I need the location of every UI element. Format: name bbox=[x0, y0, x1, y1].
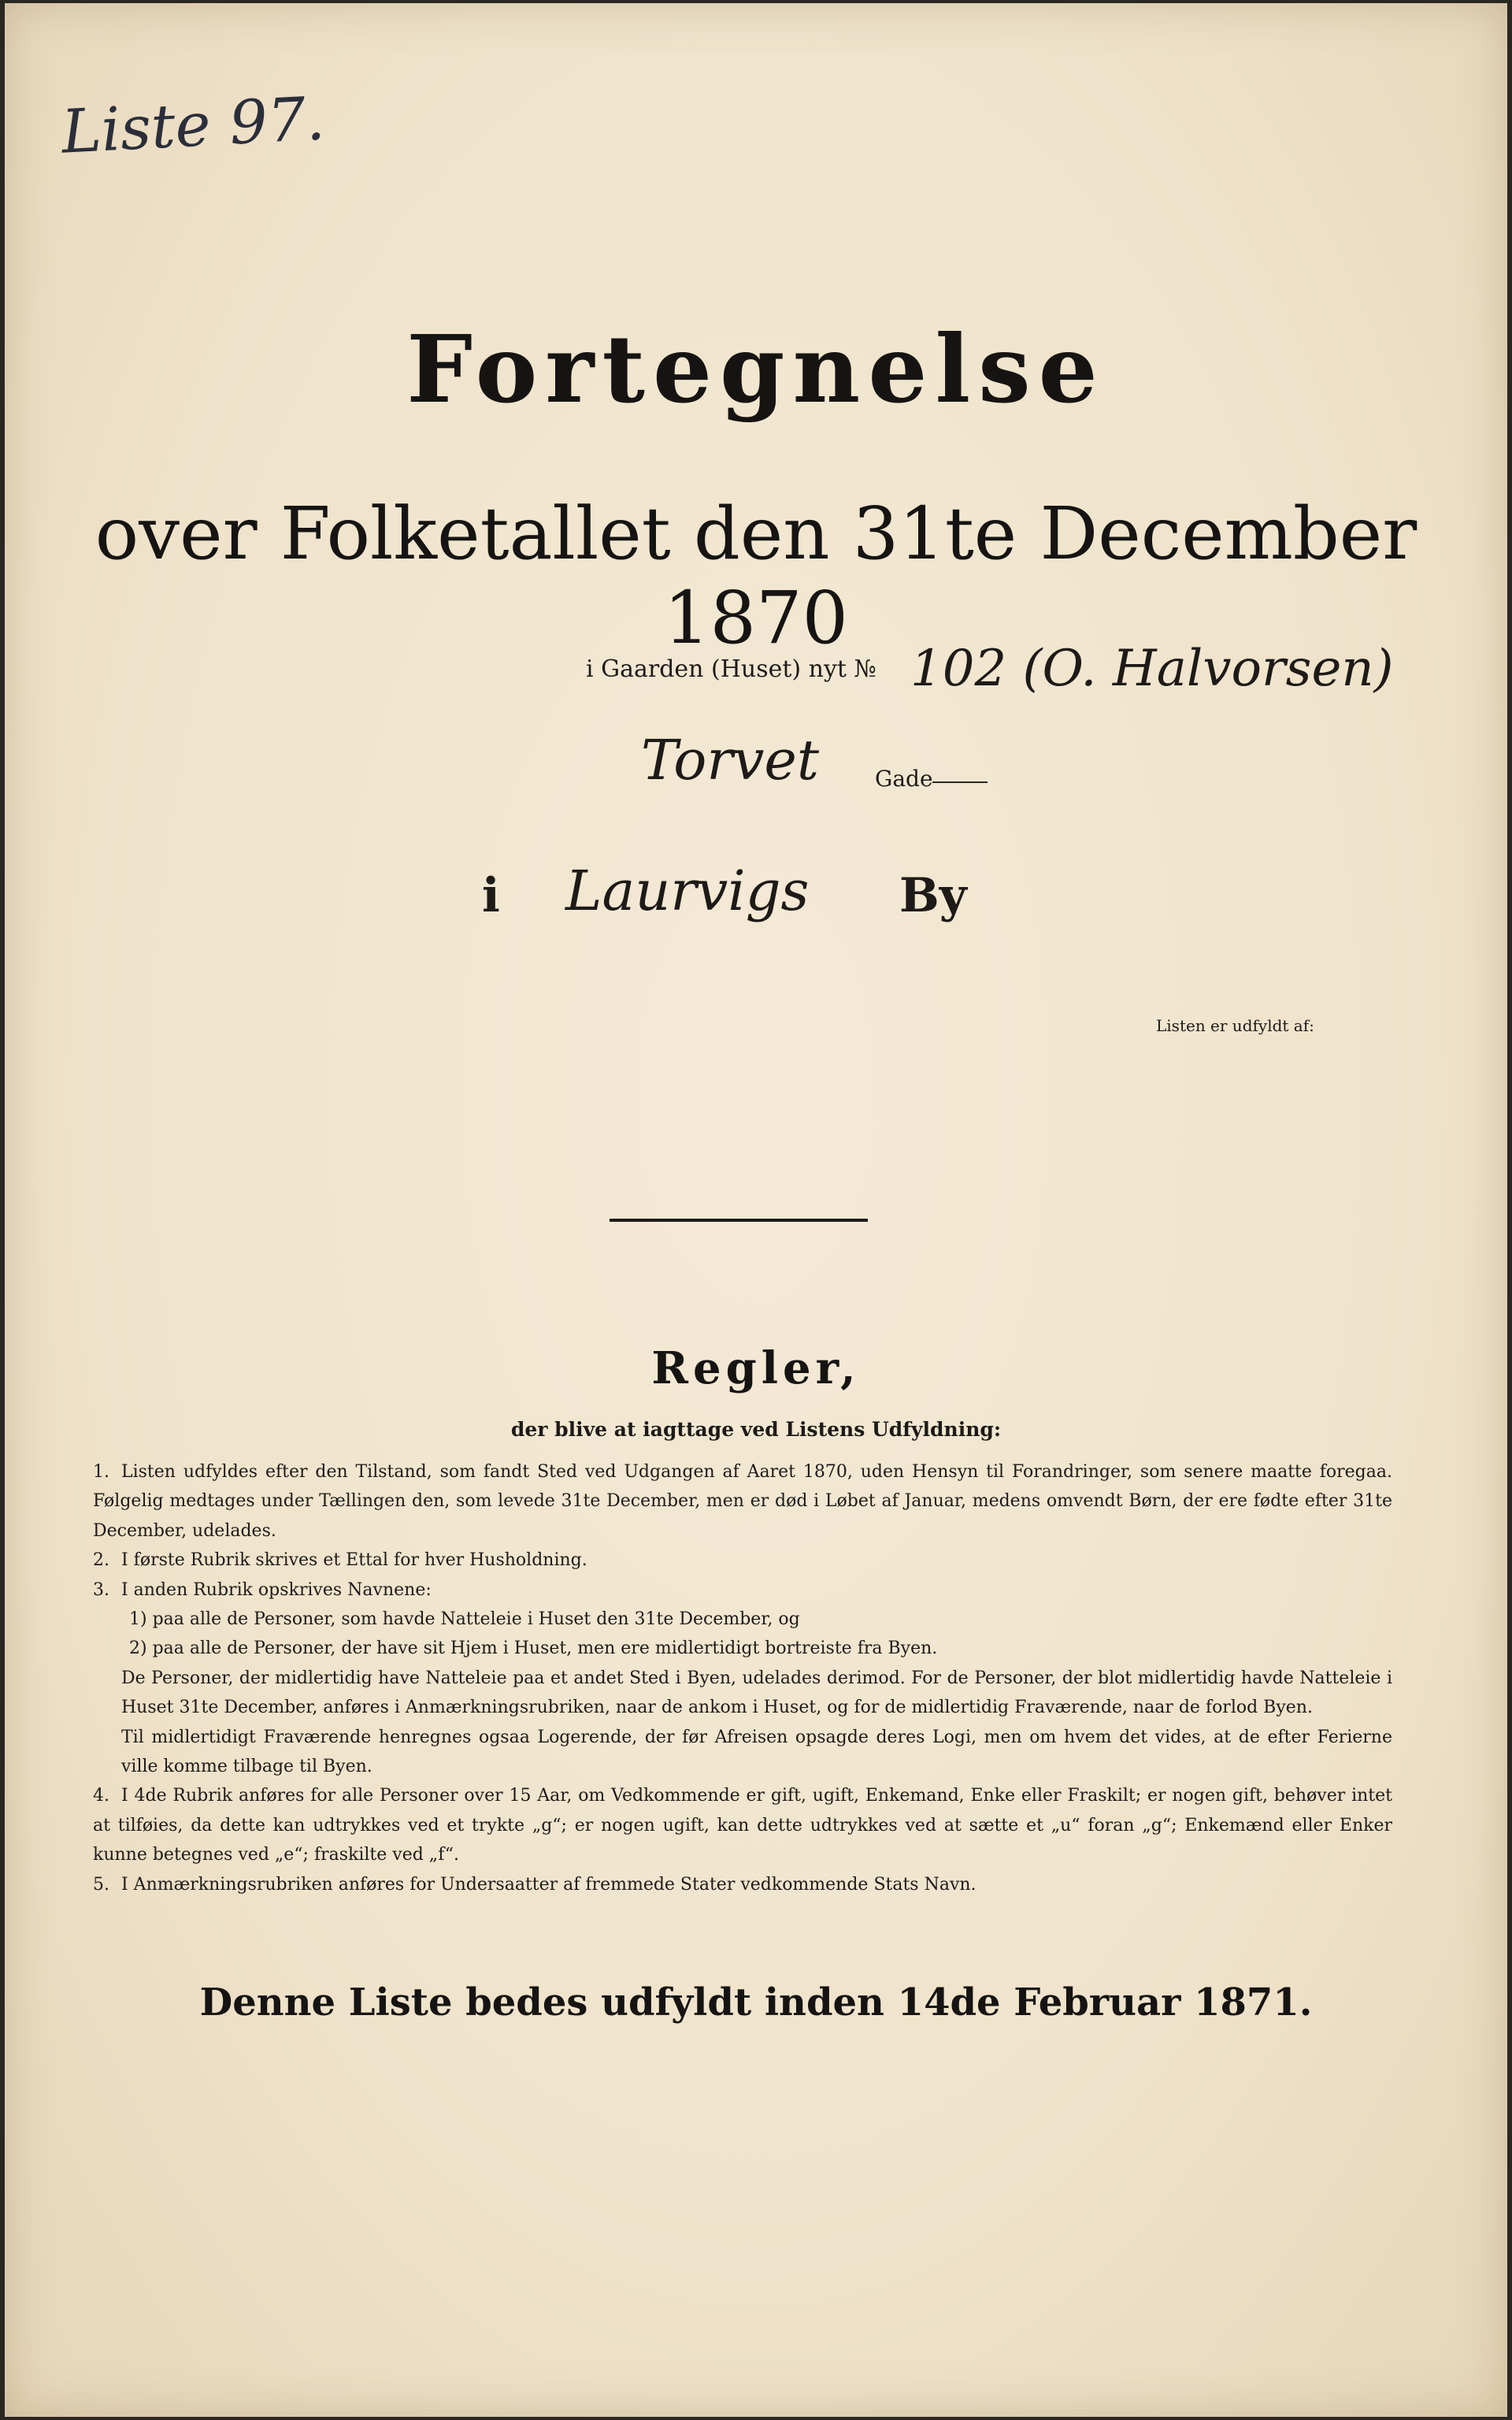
rule-5: 5. I Anmærkningsrubriken anføres for Undersaatter af fremmede Stater vedkommende Stats Navn. bbox=[93, 1874, 976, 1895]
form-subtitle: over Folketallet den 31te December 1870 bbox=[94, 492, 1418, 660]
rule-2: 2. I første Rubrik skrives et Ettal for hver Husholdning. bbox=[93, 1550, 587, 1571]
listen-udfyldt-label: Listen er udfyldt af: bbox=[1156, 1016, 1314, 1035]
gaard-number-field[interactable]: 102 (O. Halvorsen) bbox=[910, 640, 1394, 698]
rule-1: 1. Listen udfyldes efter den Tilstand, som fandt Sted ved Udgangen af Aaret 1870, uden Hensyn til Forandringer, som senere maatte foregaa. Følgelig medtages under Tællingen den, som levede 31te December, men er død i Løbet af Januar, medens omvendt Børn, der ere fødte efter 31te December, udelades. bbox=[93, 1462, 1392, 1541]
gade-underline bbox=[932, 781, 988, 783]
liste-number: Liste 97. bbox=[59, 83, 327, 167]
rule-3-paragraph-2: Til midlertidigt Fraværende henregnes ogsaa Logerende, der før Afreisen opsagde deres Logi, men om hvem det vides, at de efter Ferierne ville komme tilbage til Byen. bbox=[121, 1727, 1392, 1777]
census-form-page bbox=[5, 3, 1507, 2417]
rule-3-item-1: 1) paa alle de Personer, som havde Natteleie i Huset den 31te December, og bbox=[129, 1609, 800, 1630]
gaard-label: i Gaarden (Huset) nyt № bbox=[586, 655, 876, 683]
by-label: By bbox=[899, 868, 967, 923]
rule-4: 4. I 4de Rubrik anføres for alle Personer over 15 Aar, om Vedkommende er gift, ugift, Enkemand, Enke eller Fraskilt; er nogen gift, behøver intet at tilføies, da dette kan udtrykkes ved et trykte „g“; er nogen ugift, kan dette udtrykkes ved at sætte et „u“ foran „g“; Enkemænd eller Enker kunne betegnes ved „e“; fraskilte ved „f“. bbox=[93, 1786, 1392, 1865]
rule-3-item-2: 2) paa alle de Personer, der have sit Hjem i Huset, men ere midlertidigt bortreiste fra Byen. bbox=[129, 1639, 938, 1659]
regler-heading: Regler, bbox=[651, 1342, 861, 1394]
section-divider bbox=[610, 1219, 868, 1222]
regler-subheading: der blive at iagttage ved Listens Udfyldning: bbox=[510, 1418, 1002, 1441]
street-field[interactable]: Torvet bbox=[641, 728, 819, 792]
gade-label: Gade bbox=[875, 766, 933, 792]
rule-3-paragraph-1: De Personer, der midlertidig have Natteleie paa et andet Sted i Byen, udelades derimod. For de Personer, der blot midlertidig havde Natteleie i Huset 31te December, anføres i Anmærkningsrubriken, naar de ankom i Huset, og for de midlertidig Fraværende, naar de forlod Byen. bbox=[121, 1668, 1392, 1718]
i-label: i bbox=[482, 868, 500, 923]
form-title: Fortegnelse bbox=[406, 314, 1106, 424]
rules-list bbox=[93, 1457, 1392, 1899]
closing-deadline: Denne Liste bedes udfyldt inden 14de Februar 1871. bbox=[199, 1980, 1313, 2025]
city-field[interactable]: Laurvigs bbox=[565, 859, 810, 923]
rule-3: 3. I anden Rubrik opskrives Navnene: bbox=[93, 1579, 432, 1600]
